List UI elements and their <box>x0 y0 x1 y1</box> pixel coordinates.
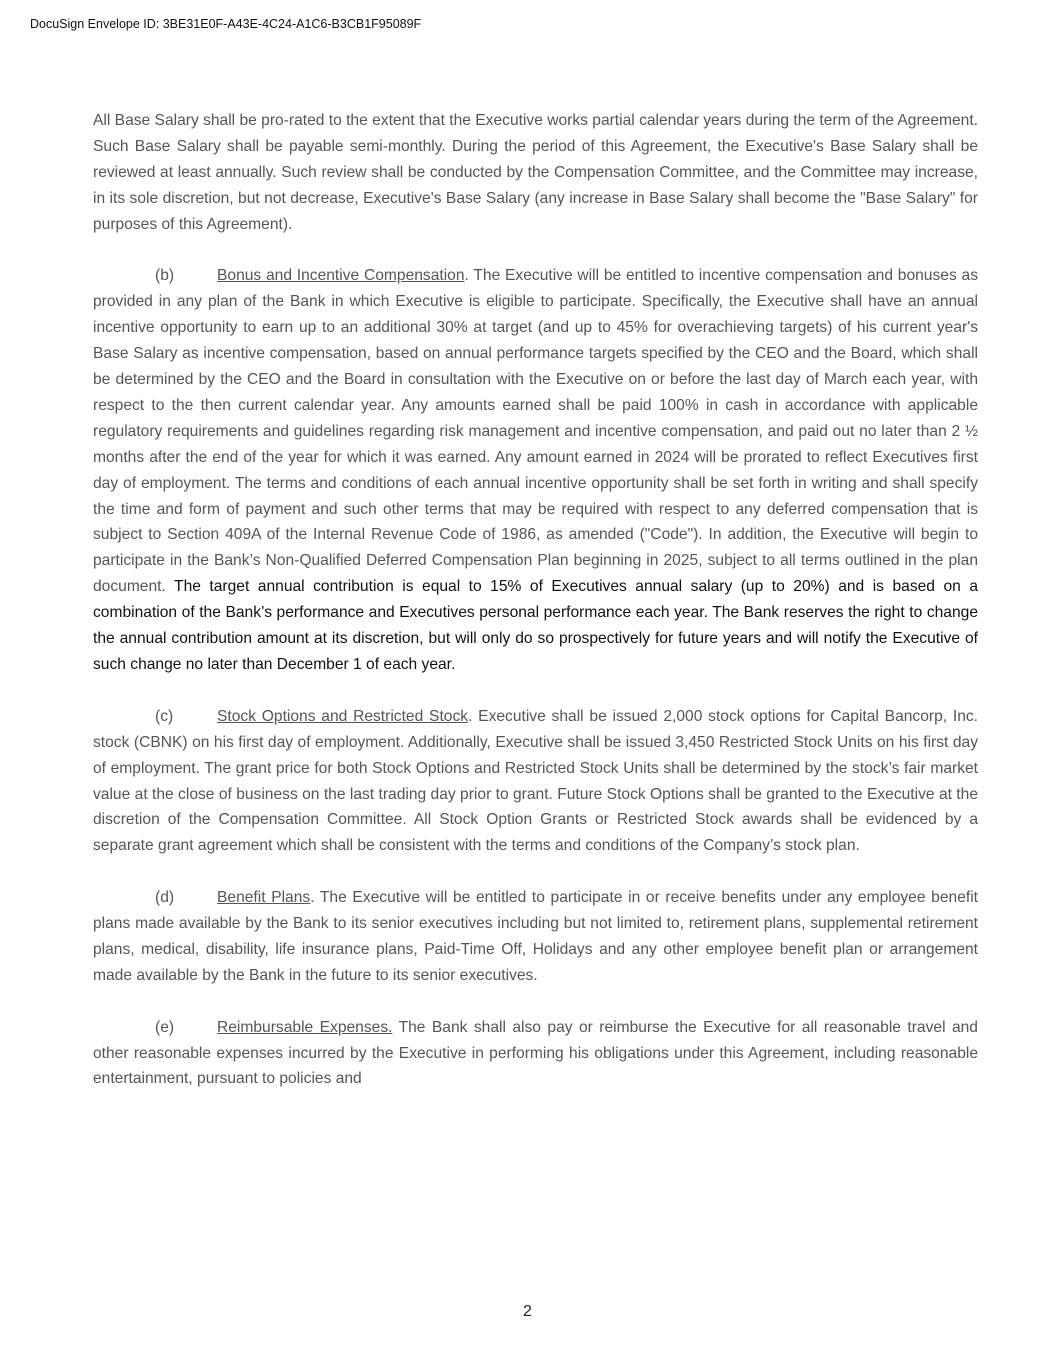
section-c-stock-options <box>93 704 978 859</box>
section-e-text: The Bank shall also pay or reimburse the Executive for all reasonable travel and other reasonable expenses incurred by the Executive in performing his obligations under this Agreement, including reasonable entertainment, pursuant to policies and <box>93 1018 978 1088</box>
document-body <box>93 108 978 1118</box>
section-d-heading: Benefit Plans <box>217 889 311 907</box>
section-b-text: . The Executive will be entitled to incentive compensation and bonuses as provided in any plan of the Bank in which Executive is eligible to participate. Specifically, the Executive shall have an annual incentive opportunity to earn up to an additional 30% at target (and up to 45% for overachieving targets) of his current year's Base Salary as incentive compensation, based on annual performance targets specified by the CEO and the Board, which shall be determined by the CEO and the Board in consultation with the Executive on or before the last day of March each year, with respect to the then current calendar year. Any amounts earned shall be paid 100% in cash in accordance with applicable regulatory requirements and guidelines regarding risk management and incentive compensation, and paid out no later than 2 ½ months after the end of the year for which it was earned. Any amount earned in 2024 will be prorated to reflect Executives first day of employment. The terms and conditions of each annual incentive opportunity shall be set forth in writing and shall specify the time and form of payment and such other terms that may be required with respect to any deferred compensation that is subject to Section 409A of the Internal Revenue Code of 1986, as amended ("Code"). In addition, the Executive will begin to participate in the Bank’s Non-Qualified Deferred Compensation Plan beginning in 2025, subject to all terms outlined in the plan document. <box>93 267 978 596</box>
page-number: 2 <box>523 1303 532 1320</box>
section-c-text: . Executive shall be issued 2,000 stock options for Capital Bancorp, Inc. stock (CBNK) on his first day of employment. Additionally, Executive shall be issued 3,450 Restricted Stock Units on his first day of employment. The grant price for both Stock Options and Restricted Stock Units shall be determined by the stock’s fair market value at the close of business on the last trading day prior to grant. Future Stock Options shall be granted to the Executive at the discretion of the Compensation Committee. All Stock Option Grants or Restricted Stock awards shall be evidenced by a separate grant agreement which shall be consistent with the terms and conditions of the Company’s stock plan. <box>93 707 978 855</box>
docusign-envelope-id: DocuSign Envelope ID: 3BE31E0F-A43E-4C24-A1C6-B3CB1F95089F <box>30 17 422 31</box>
section-d-benefit-plans <box>93 885 978 989</box>
section-d-text: . The Executive will be entitled to participate in or receive benefits under any employee benefit plans made available by the Bank to its senior executives including but not limited to, retirement plans, supplemental retirement plans, medical, disability, life insurance plans, Paid-Time Off, Holidays and any other employee benefit plan or arrangement made available by the Bank in the future to its senior executives. <box>93 889 978 984</box>
section-b-marker: (b) <box>155 267 175 285</box>
section-b-emphasis-text: The target annual contribution is equal to 15% of Executives annual salary (up to 20%) and is based on a combination of the Bank’s performance and Executives personal performance each year. The Bank reserves the right to change the annual contribution amount at its discretion, but will only do so prospectively for future years and will notify the Executive of such change no later than December 1 of each year. <box>93 578 978 674</box>
section-d-marker: (d) <box>155 889 175 907</box>
section-e-reimbursable-expenses <box>93 1015 978 1093</box>
section-e-marker: (e) <box>155 1018 175 1036</box>
section-c-marker: (c) <box>155 707 174 725</box>
paragraph-intro <box>93 108 978 238</box>
paragraph-intro-text: All Base Salary shall be pro-rated to the extent that the Executive works partial calendar years during the term of the Agreement. Such Base Salary shall be payable semi-monthly. During the period of this Agreement, the Executive's Base Salary shall be reviewed at least annually. Such review shall be conducted by the Compensation Committee, and the Committee may increase, in its sole discretion, but not decrease, Executive's Base Salary (any increase in Base Salary shall become the "Base Salary" for purposes of this Agreement). <box>93 112 978 233</box>
section-e-heading: Reimbursable Expenses. <box>217 1018 393 1036</box>
section-b-bonus <box>93 263 978 678</box>
section-b-heading: Bonus and Incentive Compensation <box>217 267 465 285</box>
section-c-heading: Stock Options and Restricted Stock <box>217 707 469 725</box>
